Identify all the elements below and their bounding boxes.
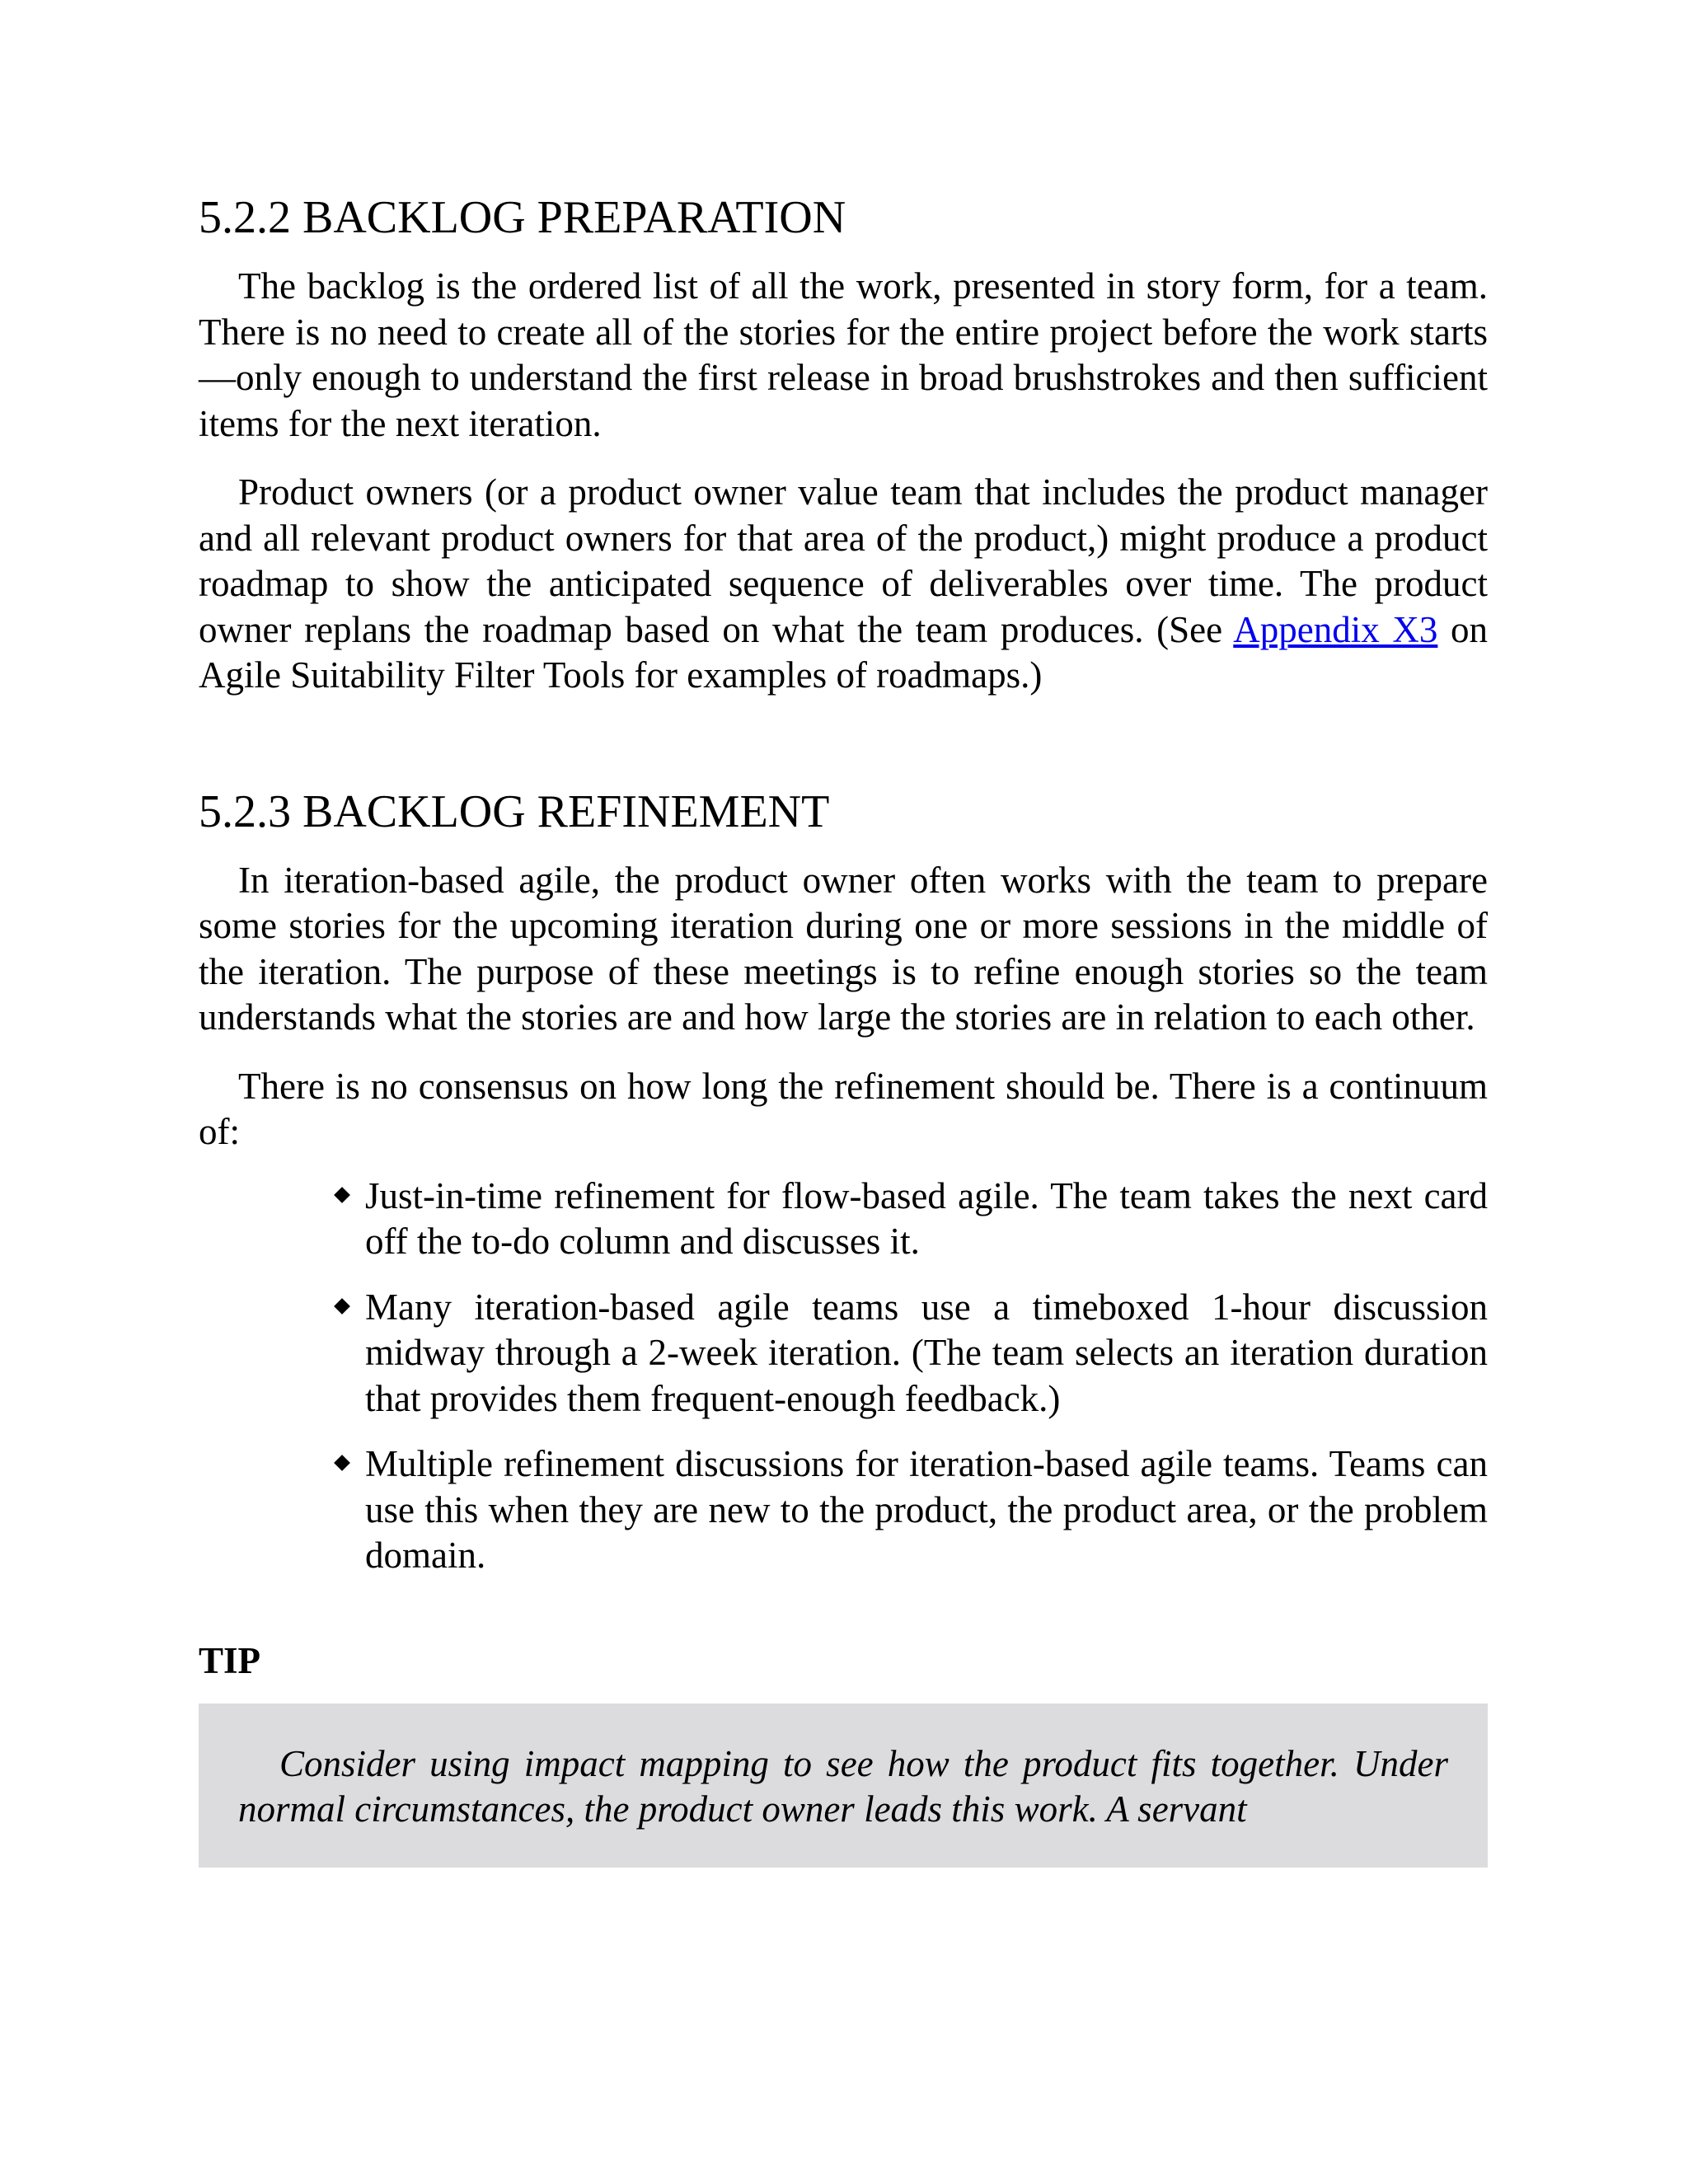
paragraph-backlog-definition: The backlog is the ordered list of all the work, presented in story form, for a team. There is no need to create all of the stories for the entire project before the work starts—only enough to understand the first release in broad brushstrokes and then sufficient items for the next iteration. [199, 265, 1488, 444]
list-item-text: Just-in-time refinement for flow-based agile. The team takes the next card off the to-do column and discusses it. [365, 1174, 1488, 1262]
appendix-x3-link[interactable]: Appendix X3 [1233, 608, 1438, 650]
paragraph-refinement-sessions: In iteration-based agile, the product owner often works with the team to prepare some stories for the upcoming iteration during one or more sessions in the middle of the iteration. The purpose of these meetings is to refine enough stories so the team understands what the stories are and how large the stories are in relation to each other. [199, 859, 1488, 1038]
diamond-bullet-icon [334, 1455, 350, 1471]
list-item [365, 1441, 1488, 1579]
tip-label: TIP [199, 1639, 261, 1681]
tip-text: Consider using impact mapping to see how the product fits together. Under normal circumstances, the product owner leads this work. A servant [238, 1742, 1448, 1830]
paragraph-refinement-continuum: There is no consensus on how long the refinement should be. There is a continuum of: [199, 1065, 1488, 1152]
paragraph-product-roadmap [199, 470, 1488, 699]
list-item-text: Multiple refinement discussions for iteration-based agile teams. Teams can use this when they are new to the product, the product area, or the problem domain. [365, 1443, 1488, 1576]
diamond-bullet-icon [334, 1298, 350, 1315]
paragraph-text: Product owners (or a product owner value team that includes the product manager and all relevant product owners for that area of the product,) might produce a product roadmap to show the anticipated sequence of deliverables over time. The product owner replans the roadmap based on what the team produces. (See [199, 471, 1488, 650]
refinement-bullet-list [199, 1174, 1488, 1579]
document-page [199, 190, 1488, 1868]
section-heading-backlog-preparation: 5.2.2 BACKLOG PREPARATION [199, 192, 846, 243]
paragraph-text: on Agile Suitability Filter Tools for examples of roadmaps.) [199, 608, 1489, 696]
diamond-bullet-icon [334, 1187, 350, 1203]
list-item-text: Many iteration-based agile teams use a timeboxed 1-hour discussion midway through a 2-week iteration. (The team selects an iteration duration that provides them frequent-enough feedback.) [365, 1286, 1488, 1419]
list-item [365, 1174, 1488, 1265]
section-spacer [199, 722, 1488, 784]
tip-box [199, 1704, 1488, 1868]
section-heading-backlog-refinement: 5.2.3 BACKLOG REFINEMENT [199, 785, 830, 837]
list-item [365, 1285, 1488, 1422]
